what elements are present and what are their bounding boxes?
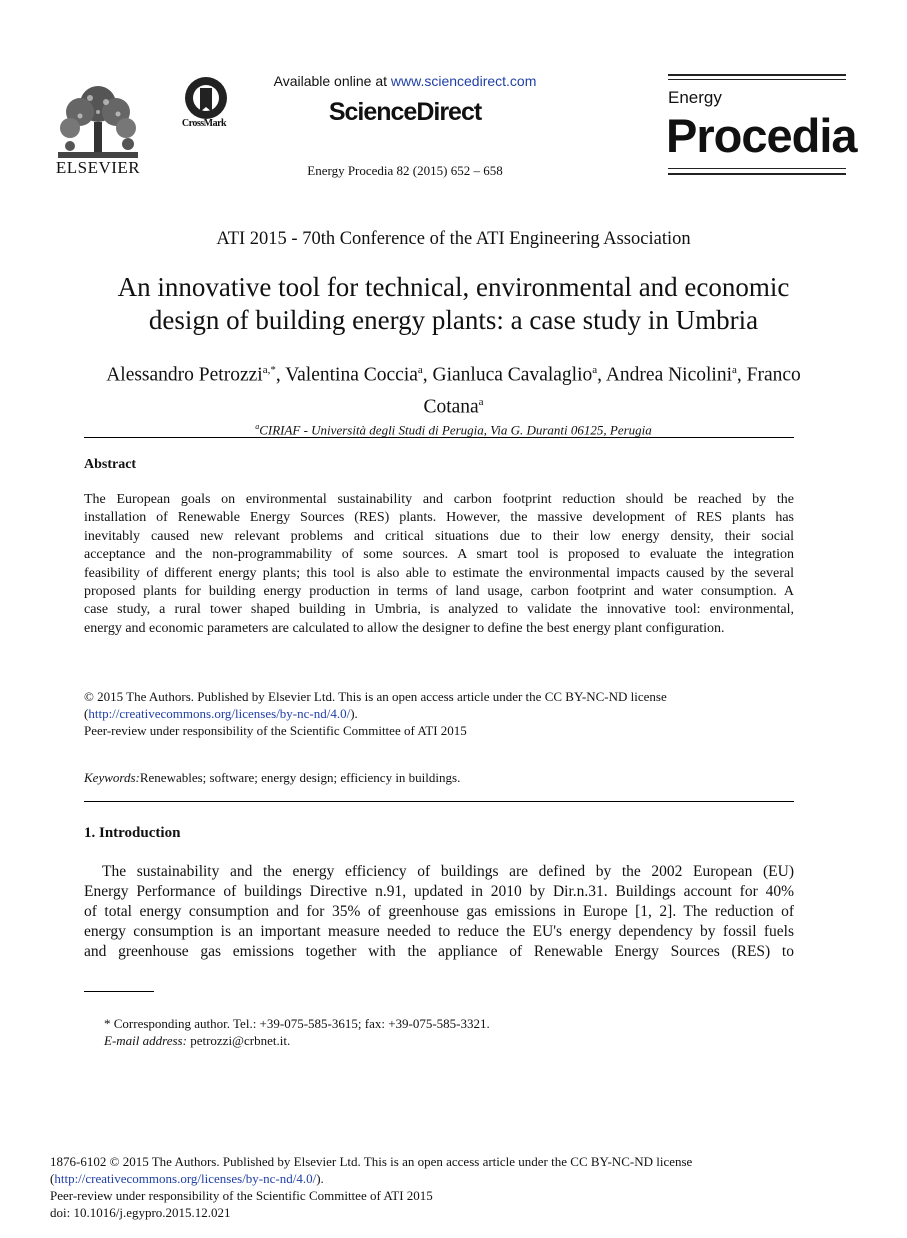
author-separator: , [736, 364, 747, 386]
title-line: An innovative tool for technical, environmental and economic [117, 272, 790, 302]
author-name: Andrea Nicolini [605, 364, 733, 386]
license-link[interactable]: http://creativecommons.org/licenses/by-nc-nd/4.0/ [88, 706, 351, 721]
introduction-line: energy consumption is an important measure needed to reduce the EU's energy dependency by fossil fuels [84, 923, 794, 940]
introduction-body [84, 862, 794, 962]
author-name: Valentina Coccia [285, 364, 418, 386]
issn-license-line: 1876-6102 © 2015 The Authors. Published by Elsevier Ltd. This is an open access article under the CC BY-NC-ND license [50, 1154, 693, 1169]
corresponding-author: * Corresponding author. Tel.: +39-075-585-3615; fax: +39-075-585-3321. [104, 1016, 490, 1031]
footnote-rule [84, 991, 154, 992]
abstract-line: acceptance and the non-programmability of some sources. A smart tool is proposed to evaluate the integration [84, 547, 794, 563]
author-affiliation-marker: a [592, 364, 598, 376]
introduction-line: Energy Performance of buildings Directive n.91, updated in 2010 by Dir.n.31. Buildings account for 40% [84, 883, 794, 900]
license-link[interactable]: http://creativecommons.org/licenses/by-nc-nd/4.0/ [54, 1171, 317, 1186]
affiliation [0, 422, 907, 438]
keywords-label: Keywords: [84, 770, 140, 785]
abstract-line: The European goals on environmental sustainability and carbon footprint reduction should be reached by the [84, 492, 794, 507]
paper-title [60, 271, 847, 337]
license-url-line [50, 1170, 800, 1187]
divider [84, 437, 794, 438]
email-label: E-mail address: [104, 1033, 187, 1048]
introduction-line: of total energy consumption and for 35% of greenhouse gas emissions in Europe [1, 2]. The reduction of [84, 903, 794, 920]
available-online-line [250, 73, 560, 89]
author-name: Alessandro Petrozzi [106, 364, 263, 386]
publication-meta [50, 1153, 800, 1221]
available-prefix: Available online at [273, 73, 391, 89]
title-line: design of building energy plants: a case study in Umbria [148, 305, 759, 335]
journal-logo-rule [668, 79, 846, 80]
author-name: Franco Cotana [423, 364, 801, 417]
author-name: Gianluca Cavalaglio [432, 364, 593, 386]
abstract-line: feasibility of different energy plants; this tool is also able to estimate the environmental impacts caused by the several [84, 565, 794, 581]
license-line [84, 705, 794, 722]
keywords-line [84, 770, 794, 786]
abstract-line: installation of Renewable Energy Sources (RES) plants. However, the massive development of RES plants has [84, 510, 794, 526]
introduction-line: and greenhouse gas emissions together with the appliance of Renewable Energy Sources (RES) to [84, 943, 794, 960]
section-heading: 1. Introduction [84, 825, 181, 841]
introduction-line: The sustainability and the energy efficiency of buildings are defined by the 2002 European (EU) [102, 863, 794, 880]
paren: ( [50, 1171, 55, 1186]
footnote [104, 1015, 794, 1049]
affiliation-text: CIRIAF - Università degli Studi di Perugia, Via G. Duranti 06125, Perugia [259, 422, 652, 438]
divider [84, 801, 794, 802]
peer-review-line: Peer-review under responsibility of the Scientific Committee of ATI 2015 [84, 723, 467, 738]
paren: ). [316, 1171, 324, 1186]
license-block [84, 688, 794, 739]
author-affiliation-marker: a [417, 364, 423, 376]
author-separator: , [597, 364, 606, 386]
peer-review-line: Peer-review under responsibility of the Scientific Committee of ATI 2015 [50, 1188, 433, 1203]
affiliation-marker: a [255, 422, 260, 431]
journal-logo-rule [668, 168, 846, 169]
author-list [90, 357, 817, 420]
journal-reference: Energy Procedia 82 (2015) 652 – 658 [307, 163, 503, 178]
author-affiliation-marker: a [732, 364, 737, 376]
author-separator: , [422, 364, 433, 386]
elsevier-wordmark: ELSEVIER [55, 158, 141, 177]
abstract-body [84, 491, 794, 638]
license-line: © 2015 The Authors. Published by Elsevier Ltd. This is an open access article under the CC BY-NC-ND license [84, 689, 667, 704]
email-line [104, 1032, 794, 1049]
sciencedirect-link[interactable]: www.sciencedirect.com [390, 73, 537, 89]
abstract-line: energy and economic parameters are calculated to allow the designer to define the best energy plant configuration. [84, 620, 725, 636]
abstract-line: inevitably caused new relevant problems and critical situations due to their low energy density, their social [84, 528, 794, 544]
sciencedirect-brand: ScienceDirect [328, 98, 482, 126]
conference-name: ATI 2015 - 70th Conference of the ATI Engineering Association [216, 229, 691, 249]
paren: ( [84, 706, 89, 721]
paren: ). [350, 706, 358, 721]
crossmark-label: CrossMark [181, 118, 227, 129]
journal-logo-rule [668, 74, 846, 76]
author-separator: , [275, 364, 286, 386]
journal-logo-rule [668, 173, 846, 175]
journal-logo-energy: Energy [668, 88, 722, 107]
doi-line[interactable]: doi: 10.1016/j.egypro.2015.12.021 [50, 1205, 231, 1220]
abstract-line: proposed plants for building energy production in terms of land usage, carbon footprint and water consumption. A [84, 584, 794, 600]
author-affiliation-marker: a,* [262, 364, 276, 376]
keywords-text: Renewables; software; energy design; efficiency in buildings. [139, 770, 461, 785]
email-address[interactable]: petrozzi@crbnet.it. [186, 1033, 291, 1048]
author-affiliation-marker: a [478, 395, 484, 408]
journal-logo-procedia: Procedia [666, 109, 857, 162]
abstract-heading: Abstract [84, 457, 137, 472]
abstract-line: case study, a rural tower shaped building in Umbria, is analyzed to validate the innovative tool: environmental, [84, 602, 794, 618]
